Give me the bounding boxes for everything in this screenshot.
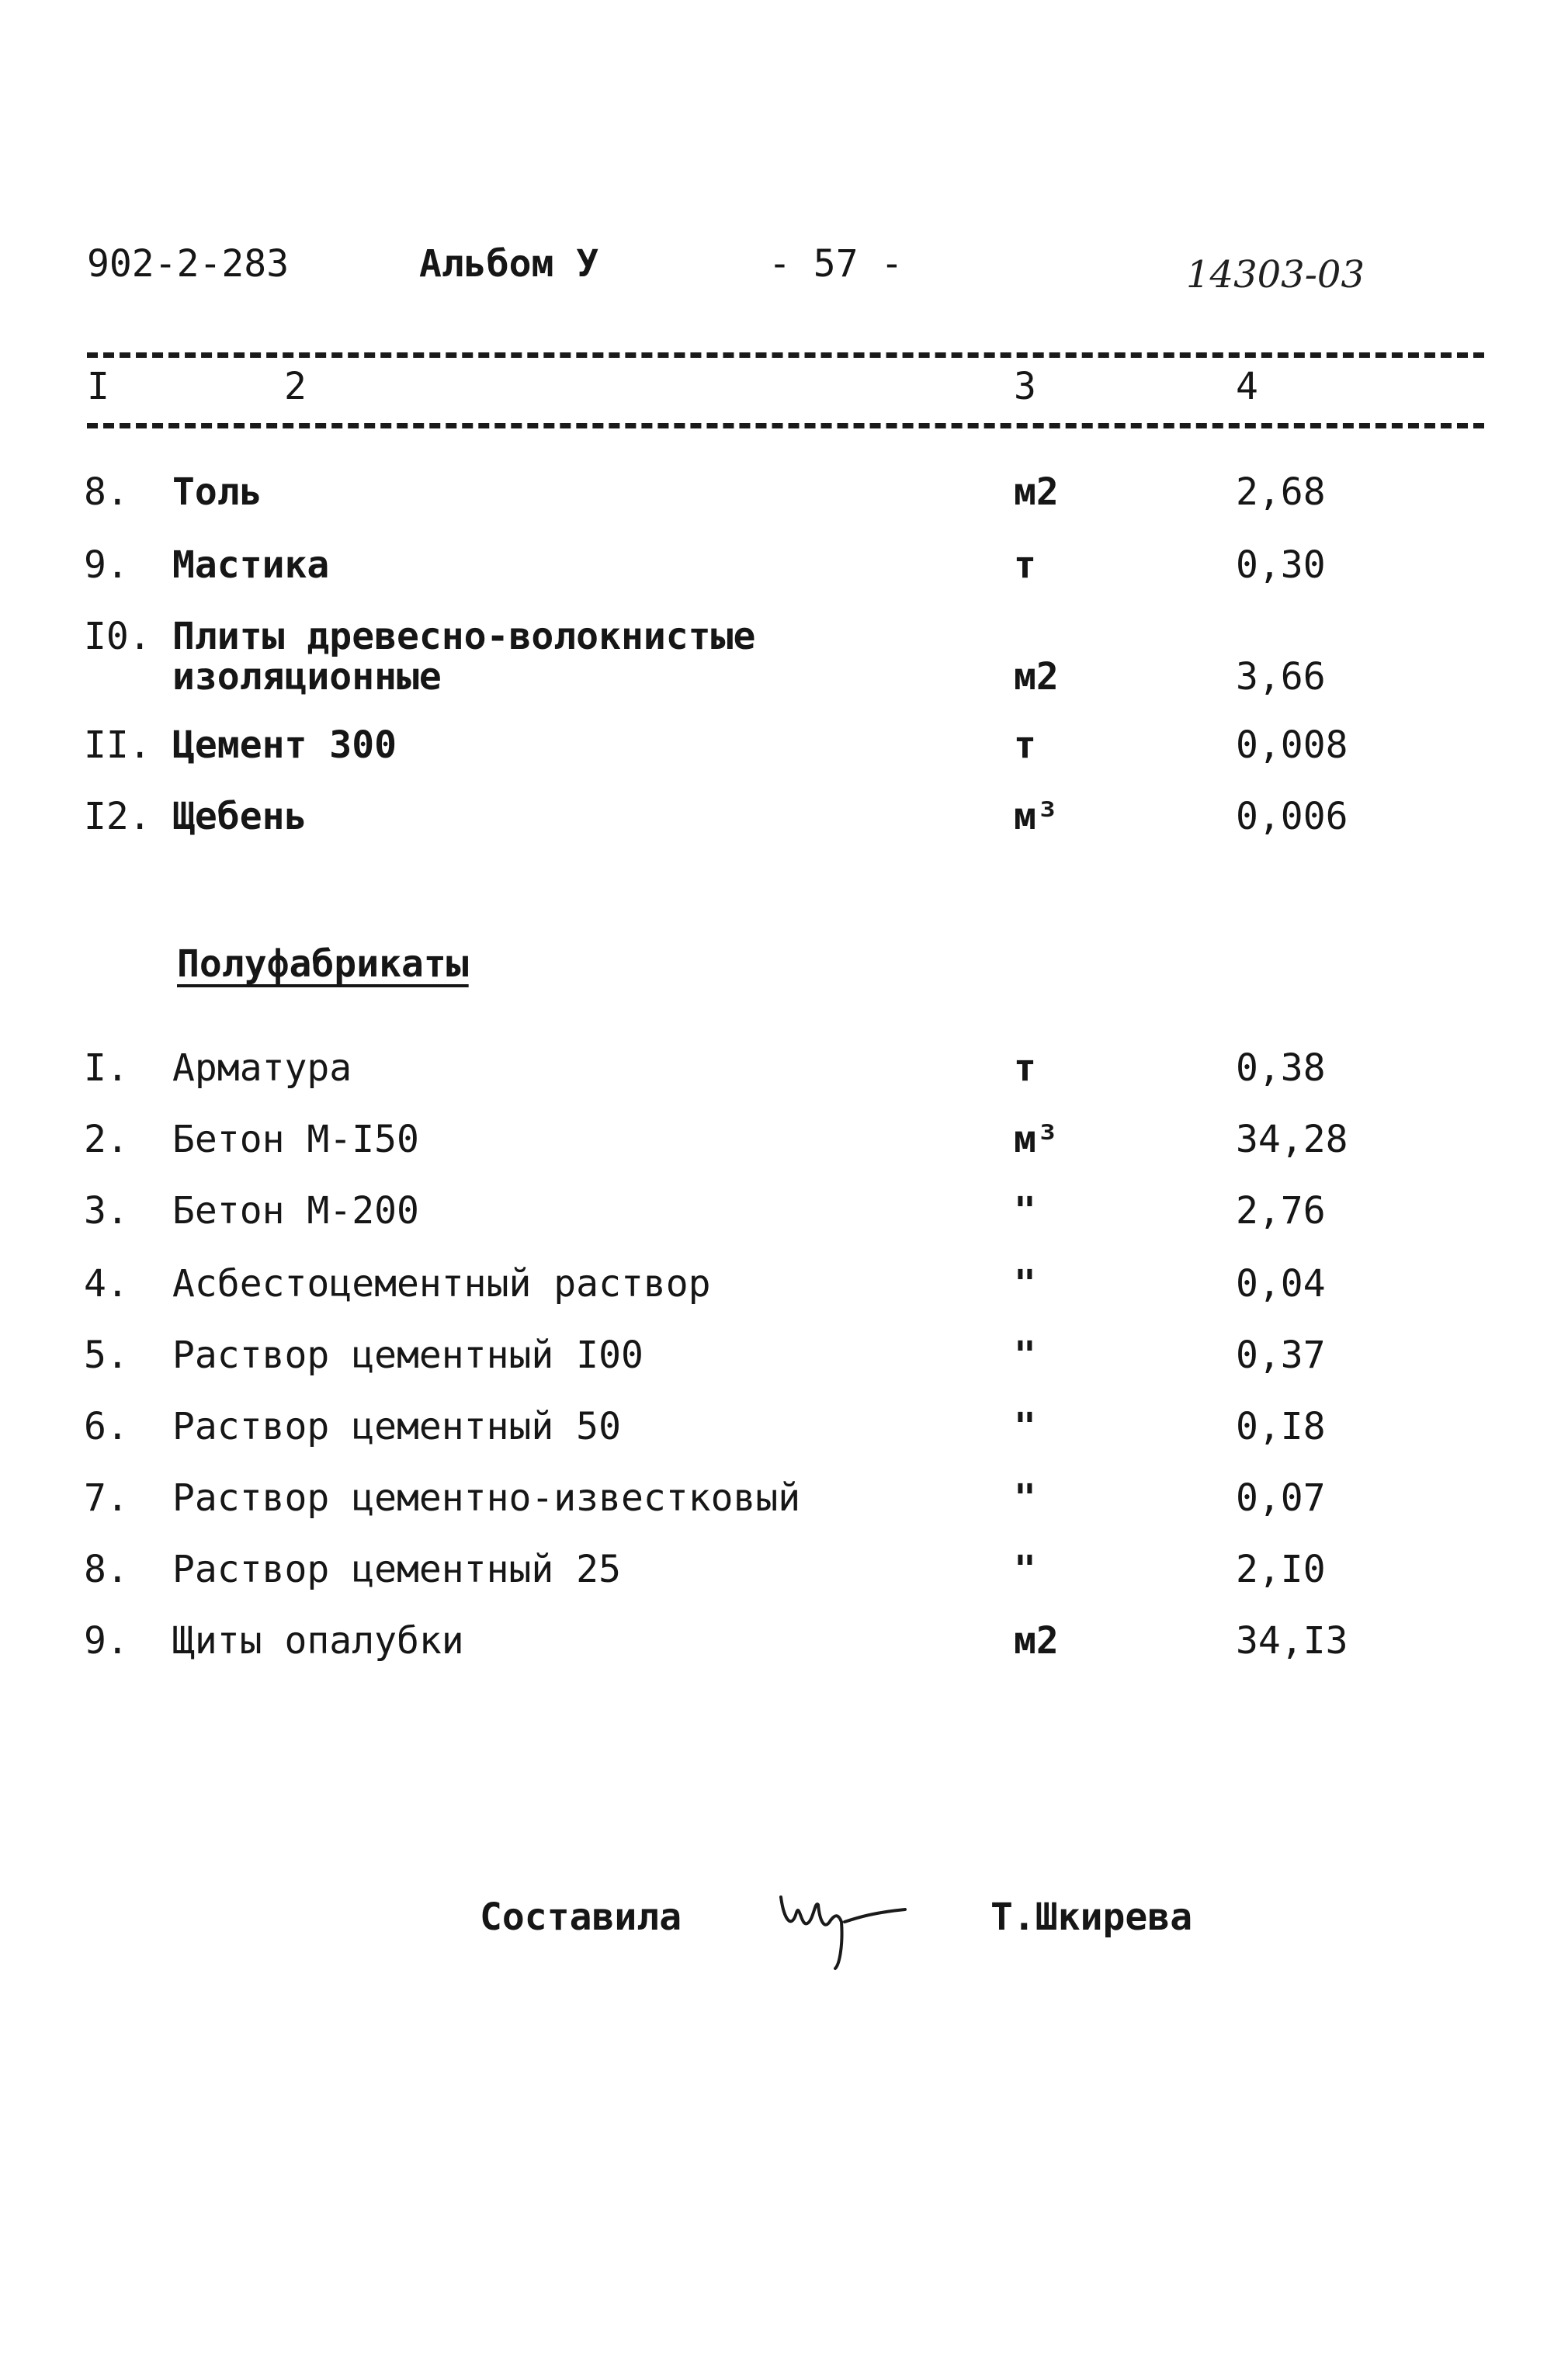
table-row [0, 1046, 1568, 1108]
row-unit: м³ [1014, 795, 1059, 838]
row-name: Бетон М-I50 [172, 1118, 419, 1161]
row-number: 9. [84, 543, 129, 587]
table-row [0, 723, 1568, 786]
table-row [0, 615, 1568, 723]
row-quantity: 0,I8 [1236, 1405, 1326, 1448]
row-unit: м2 [1014, 655, 1059, 699]
row-number: 8. [84, 1548, 129, 1591]
row-quantity: 0,04 [1236, 1262, 1326, 1306]
table-rule-top [87, 352, 1484, 358]
row-unit: т [1014, 1046, 1036, 1090]
row-name: Раствор цементный 50 [172, 1405, 621, 1448]
row-number: 8. [84, 470, 129, 514]
signature [773, 1866, 928, 1975]
row-quantity: 0,07 [1236, 1476, 1326, 1520]
row-number: 3. [84, 1189, 129, 1233]
table-row [0, 543, 1568, 605]
row-unit: т [1014, 723, 1036, 767]
table-row [0, 1405, 1568, 1467]
row-quantity: 34,28 [1236, 1118, 1348, 1161]
compiled-by-label: Составила [480, 1895, 682, 1939]
table-row [0, 1548, 1568, 1610]
row-number: I0. [84, 615, 151, 658]
row-name: Мастика [172, 543, 330, 587]
section-title: Полуфабрикаты [177, 942, 469, 986]
row-quantity: 2,76 [1236, 1189, 1326, 1233]
table-row [0, 470, 1568, 532]
row-unit: " [1014, 1476, 1036, 1520]
column-header-4: 4 [1236, 365, 1258, 408]
row-number: 9. [84, 1619, 129, 1663]
row-name: Бетон М-200 [172, 1189, 419, 1233]
row-name: Цемент 300 [172, 723, 397, 767]
row-number: II. [84, 723, 151, 767]
row-name: Щиты опалубки [172, 1619, 464, 1663]
row-quantity: 34,I3 [1236, 1619, 1348, 1663]
row-unit: " [1014, 1548, 1036, 1591]
row-name: Асбестоцементный раствор [172, 1262, 711, 1306]
row-unit: м³ [1014, 1118, 1059, 1161]
row-unit: м2 [1014, 470, 1059, 514]
table-row [0, 1619, 1568, 1681]
row-quantity: 0,38 [1236, 1046, 1326, 1090]
row-unit: " [1014, 1262, 1036, 1306]
table-row [0, 1118, 1568, 1180]
column-header-3: 3 [1014, 365, 1036, 408]
row-quantity: 3,66 [1236, 655, 1326, 699]
column-header-1: I [87, 365, 109, 408]
row-quantity: 2,I0 [1236, 1548, 1326, 1591]
row-quantity: 0,30 [1236, 543, 1326, 587]
row-quantity: 0,37 [1236, 1334, 1326, 1377]
row-quantity: 2,68 [1236, 470, 1326, 514]
row-number: 4. [84, 1262, 129, 1306]
row-name: Раствор цементный 25 [172, 1548, 621, 1591]
handwritten-number: 14303-03 [1186, 253, 1365, 297]
row-number: 2. [84, 1118, 129, 1161]
row-number: 7. [84, 1476, 129, 1520]
row-name: Толь [172, 470, 262, 514]
row-name: Арматура [172, 1046, 352, 1090]
row-unit: т [1014, 543, 1036, 587]
row-number: 5. [84, 1334, 129, 1377]
document-code: 902-2-283 [87, 242, 290, 286]
row-name: Раствор цементно-известковый [172, 1476, 801, 1520]
row-number: I2. [84, 795, 151, 838]
row-number: I. [84, 1046, 129, 1090]
row-quantity: 0,008 [1236, 723, 1348, 767]
table-row [0, 795, 1568, 857]
table-row [0, 1334, 1568, 1396]
column-header-2: 2 [284, 365, 307, 408]
table-row [0, 1189, 1568, 1251]
page-number: - 57 - [768, 242, 904, 286]
row-unit: " [1014, 1334, 1036, 1377]
row-name: Плиты древесно-волокнистые [172, 615, 756, 658]
row-name: Щебень [172, 795, 307, 838]
table-row [0, 1476, 1568, 1538]
table-rule-bottom [87, 423, 1484, 428]
row-name: Раствор цементный I00 [172, 1334, 644, 1377]
album-label: Альбом У [419, 242, 599, 286]
row-number: 6. [84, 1405, 129, 1448]
table-row [0, 1262, 1568, 1324]
row-unit: " [1014, 1405, 1036, 1448]
row-name-continuation: изоляционные [172, 655, 442, 699]
row-quantity: 0,006 [1236, 795, 1348, 838]
row-unit: " [1014, 1189, 1036, 1233]
row-unit: м2 [1014, 1619, 1059, 1663]
compiler-name: Т.Шкирева [990, 1895, 1193, 1939]
